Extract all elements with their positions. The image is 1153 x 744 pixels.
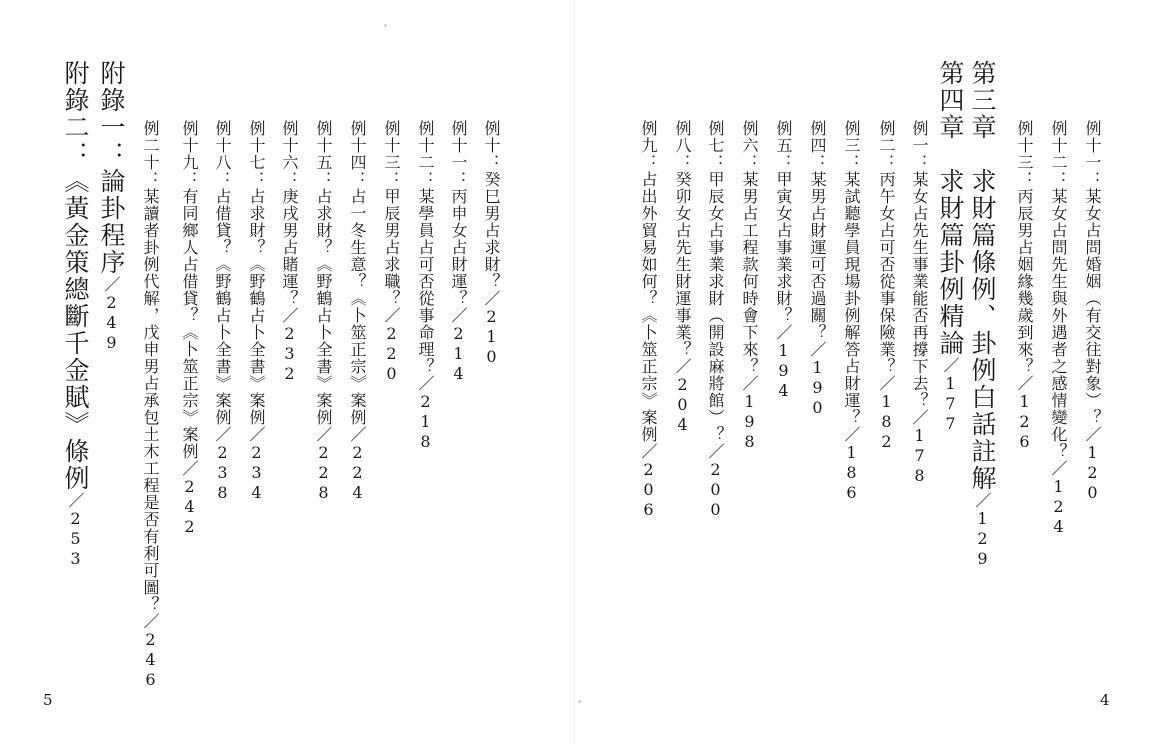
- entry-title: 某女占問婚姻（有交往對象）？: [1083, 188, 1102, 426]
- entry-label: 例十三：: [1015, 120, 1034, 188]
- toc-entry: [775, 120, 791, 401]
- toc-entry: [450, 120, 466, 384]
- entry-title: 求財篇條例、卦例白話註解: [968, 168, 997, 492]
- entry-label: 例十二：: [1049, 120, 1068, 188]
- entry-page-number: ／220: [382, 307, 401, 384]
- entry-page-number: ／228: [314, 426, 333, 503]
- toc-entry: [741, 120, 757, 452]
- entry-page-number: ／194: [774, 324, 793, 401]
- entry-title: 癸卯女占先生財運事業？: [673, 171, 692, 358]
- toc-heading: [63, 60, 88, 569]
- entry-page-number: ／232: [280, 307, 299, 384]
- entry-title: 占借貸？《野鶴占卜全書》案例: [213, 188, 232, 426]
- entry-page-number: ／204: [673, 358, 692, 435]
- entry-page-number: ／218: [416, 375, 435, 452]
- page-number-left: 5: [43, 691, 53, 709]
- toc-entry: [843, 120, 859, 503]
- entry-label: 例十二：: [416, 120, 435, 188]
- entry-label: 附錄一：: [97, 60, 126, 168]
- entry-label: 例二：: [877, 120, 896, 171]
- toc-entry: [878, 120, 894, 452]
- entry-title: 求財篇卦例精論: [936, 168, 965, 357]
- entry-page-number: ／206: [639, 443, 658, 520]
- entry-page-number: ／246: [141, 613, 160, 690]
- toc-heading: [970, 60, 995, 569]
- entry-page-number: ／190: [808, 341, 827, 418]
- toc-entry: [707, 120, 723, 520]
- entry-title: 丙辰男占姻緣幾歲到來？: [1015, 188, 1034, 375]
- entry-page-number: ／210: [482, 290, 501, 367]
- scan-speck: [578, 700, 581, 703]
- toc-entry: [911, 120, 927, 486]
- entry-page-number: ／178: [910, 409, 929, 486]
- toc-entry: [483, 120, 499, 367]
- entry-title: 某試聽學員現場卦例解答占財運？: [842, 171, 861, 426]
- toc-entry: [142, 120, 158, 690]
- entry-title: 甲辰女占事業求財（開設麻將館）？: [706, 171, 725, 443]
- entry-title: 占出外貿易如何？《卜筮正宗》案例: [639, 171, 658, 443]
- page-number-right: 4: [1100, 691, 1110, 709]
- entry-label: 例十一：: [1083, 120, 1102, 188]
- entry-page-number: ／177: [941, 357, 960, 434]
- toc-entry: [1084, 120, 1100, 503]
- entry-label: 例十七：: [247, 120, 266, 188]
- entry-page-number: ／120: [1083, 426, 1102, 503]
- entry-label: 例七：: [706, 120, 725, 171]
- entry-label: 第四章: [936, 60, 965, 168]
- entry-label: 例五：: [774, 120, 793, 171]
- entry-label: 例十：: [482, 120, 501, 171]
- page-gutter: [574, 0, 575, 744]
- entry-title: 庚戌男占賭運？: [280, 188, 299, 307]
- entry-title: 《黃金策總斷千金賦》條例: [61, 168, 90, 492]
- toc-entry: [349, 120, 365, 503]
- entry-page-number: ／242: [180, 460, 199, 537]
- entry-page-number: ／182: [877, 375, 896, 452]
- entry-page-number: ／224: [348, 426, 367, 503]
- entry-page-number: ／253: [66, 492, 85, 569]
- entry-title: 某學員占可否從事命理？: [416, 188, 435, 375]
- toc-entry: [281, 120, 297, 384]
- entry-label: 例三：: [842, 120, 861, 171]
- toc-entry: [1016, 120, 1032, 452]
- toc-entry: [674, 120, 690, 435]
- toc-heading: [938, 60, 963, 434]
- entry-label: 例十一：: [449, 120, 468, 188]
- entry-page-number: ／126: [1015, 375, 1034, 452]
- entry-label: 例十六：: [280, 120, 299, 188]
- entry-label: 例八：: [673, 120, 692, 171]
- entry-page-number: ／249: [102, 276, 121, 353]
- entry-title: 癸巳男占求財？: [482, 171, 501, 290]
- entry-page-number: ／129: [973, 492, 992, 569]
- entry-title: 某男占財運可否過關？: [808, 171, 827, 341]
- entry-page-number: ／234: [247, 426, 266, 503]
- entry-title: 某女占問先生與外遇者之感情變化？: [1049, 188, 1068, 460]
- entry-label: 例九：: [639, 120, 658, 171]
- entry-title: 某讀者卦例代解，戊申男占承包土木工程是否有利可圖？: [141, 188, 160, 613]
- entry-title: 甲辰男占求職？: [382, 188, 401, 307]
- toc-entry: [640, 120, 656, 520]
- entry-title: 占一冬生意？《卜筮正宗》案例: [348, 188, 367, 426]
- entry-page-number: ／200: [706, 443, 725, 520]
- toc-entry: [315, 120, 331, 503]
- entry-page-number: ／198: [740, 375, 759, 452]
- toc-entry: [248, 120, 264, 503]
- entry-label: 例一：: [910, 120, 929, 171]
- entry-page-number: ／186: [842, 426, 861, 503]
- entry-label: 例十三：: [382, 120, 401, 188]
- entry-label: 例十五：: [314, 120, 333, 188]
- entry-title: 丙申女占財運？: [449, 188, 468, 307]
- entry-title: 占求財？《野鶴占卜全書》案例: [247, 188, 266, 426]
- entry-page-number: ／214: [449, 307, 468, 384]
- entry-title: 某男占工程款何時會下來？: [740, 171, 759, 375]
- entry-title: 占求財？《野鶴占卜全書》案例: [314, 188, 333, 426]
- entry-label: 例六：: [740, 120, 759, 171]
- toc-entry: [417, 120, 433, 452]
- entry-title: 有同鄉人占借貸？《卜筮正宗》案例: [180, 188, 199, 460]
- entry-label: 例十九：: [180, 120, 199, 188]
- scan-speck: [384, 24, 387, 27]
- entry-label: 例四：: [808, 120, 827, 171]
- toc-entry: [809, 120, 825, 418]
- toc-heading: [99, 60, 124, 353]
- entry-title: 某女占先生事業能否再撐下去？: [910, 171, 929, 409]
- entry-page-number: ／124: [1049, 460, 1068, 537]
- entry-label: 第三章: [968, 60, 997, 168]
- entry-label: 例二十：: [141, 120, 160, 188]
- toc-entry: [214, 120, 230, 503]
- entry-title: 論卦程序: [97, 168, 126, 276]
- toc-entry: [383, 120, 399, 384]
- entry-page-number: ／238: [213, 426, 232, 503]
- entry-label: 例十四：: [348, 120, 367, 188]
- entry-title: 丙午女占可否從事保險業？: [877, 171, 896, 375]
- toc-entry: [1050, 120, 1066, 537]
- entry-label: 附錄二：: [61, 60, 90, 168]
- entry-label: 例十八：: [213, 120, 232, 188]
- entry-title: 甲寅女占事業求財？: [774, 171, 793, 324]
- toc-entry: [181, 120, 197, 537]
